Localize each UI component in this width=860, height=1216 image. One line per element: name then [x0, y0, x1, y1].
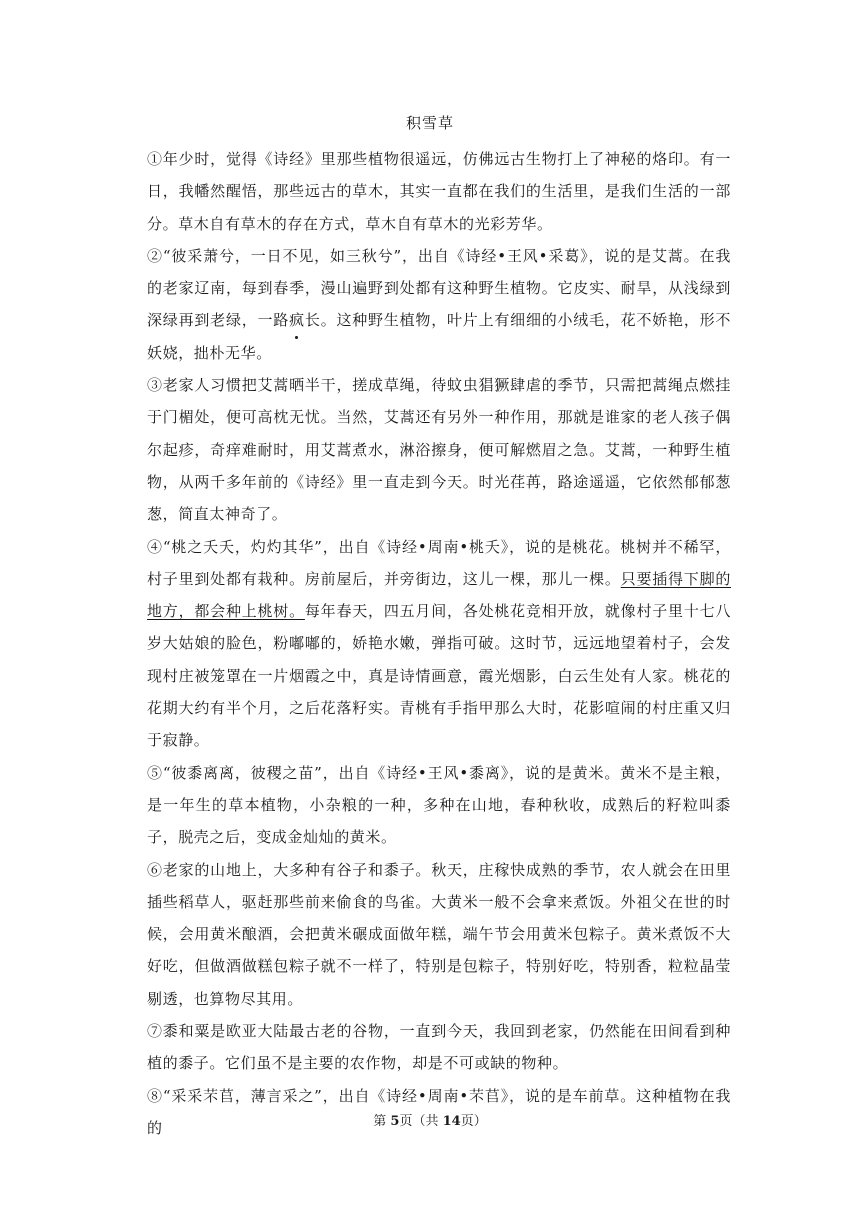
paragraph-4 [147, 531, 731, 757]
paragraph-2-text-b: 长。这种野生植物，叶片上有细细的小绒毛，花不娇艳，形不妖娆，拙朴无华。 [147, 311, 732, 362]
footer-page-number: 5 [390, 1114, 400, 1129]
paragraph-4-text-b: 每年春天，四五月间，各处桃花竞相开放，就像村子里十七八岁大姑娘的脸色，粉嘟嘟的，娇艳水嫩，弹指可破。这时节，远远地望着村子，会发现村庄被笼罩在一片烟霞之中，真是诗情画意，霞光烟影，白云生处有人家。桃花的花期大约有半个月，之后花落籽实。青桃有手指甲那么大时，花影喧闹的村庄重又归于寂静。 [147, 602, 731, 750]
paragraph-7: ⑦黍和粟是欧亚大陆最古老的谷物，一直到今天，我回到老家，仍然能在田间看到种植的黍子。它们虽不是主要的农作物，却是不可或缺的物种。 [147, 1022, 731, 1073]
paragraph-4-text-a: ④“桃之夭夭，灼灼其华”，出自《诗经•周南•桃夭》，说的是桃花。桃树并不稀罕，村子里到处都有栽种。房前屋后，并旁街边，这儿一棵，那儿一棵。 [147, 537, 731, 588]
page-footer [0, 1110, 860, 1129]
paragraph-5: ⑤“彼黍离离，彼稷之苗”，出自《诗经•王风•黍离》，说的是黄米。黄米不是主粮，是一年生的草本植物，小杂粮的一种，多种在山地，春种秋收，成熟后的籽粒叫黍子，脱壳之后，变成金灿灿的黄米。 [147, 763, 731, 847]
footer-prefix: 第 [373, 1114, 391, 1129]
footer-middle: 页（共 [399, 1114, 443, 1129]
paragraph-1: ①年少时，觉得《诗经》里那些植物很遥远，仿佛远古生物打上了神秘的烙印。有一日，我幡然醒悟，那些远古的草木，其实一直都在我们的生活里，是我们生活的一部分。草木自有草木的存在方式，草木自有草木的光彩芳华。 [147, 150, 731, 233]
paragraph-6: ⑥老家的山地上，大多种有谷子和黍子。秋天，庄稼快成熟的季节，农人就会在田里插些稻草人，驱赶那些前来偷食的鸟雀。大黄米一般不会拿来煮饭。外祖父在世的时候，会用黄米酿酒，会把黄米碾成面做年糕，端午节会用黄米包粽子。黄米煮饭不大好吃，但做酒做糕包粽子就不一样了，特别是包粽子，特别好吃，特别香，粒粒晶莹剔透，也算物尽其用。 [147, 860, 731, 1008]
paragraph-2-text-a: ②“彼采萧兮，一日不见，如三秋兮”，出自《诗经•王风•采葛》，说的是艾蒿。在我的老家辽南，每到春季，漫山遍野到处都有这种野生植物。它皮实、耐旱，从浅绿到深绿再到老绿，一路 [147, 246, 731, 330]
emphasis-dot-character: 疯 [289, 304, 305, 336]
underlined-sentence: 只要插得下脚的地方，都会种上桃树。 [147, 569, 731, 621]
article-body [147, 143, 731, 1144]
footer-total-pages: 14 [442, 1114, 461, 1129]
article-title: 积雪草 [405, 114, 454, 132]
footer-suffix: 页） [460, 1114, 487, 1129]
paragraph-2 [147, 240, 731, 369]
paragraph-8: ⑧“采采芣苢，薄言采之”，出自《诗经•周南•芣苢》，说的是车前草。这种植物在我的 [147, 1086, 731, 1137]
paragraph-3: ③老家人习惯把艾蒿晒半干，搓成草绳，待蚊虫猖獗肆虐的季节，只需把蒿绳点燃挂于门楣处，便可高枕无忧。当然，艾蒿还有另外一种作用，那就是谁家的老人孩子偶尔起疹，奇痒难耐时，用艾蒿煮水，淋浴擦身，便可解燃眉之急。艾蒿，一种野生植物，从两千多年前的《诗经》里一直走到今天。时光荏苒，路途遥遥，它依然郁郁葱葱，简直太神奇了。 [147, 376, 731, 524]
